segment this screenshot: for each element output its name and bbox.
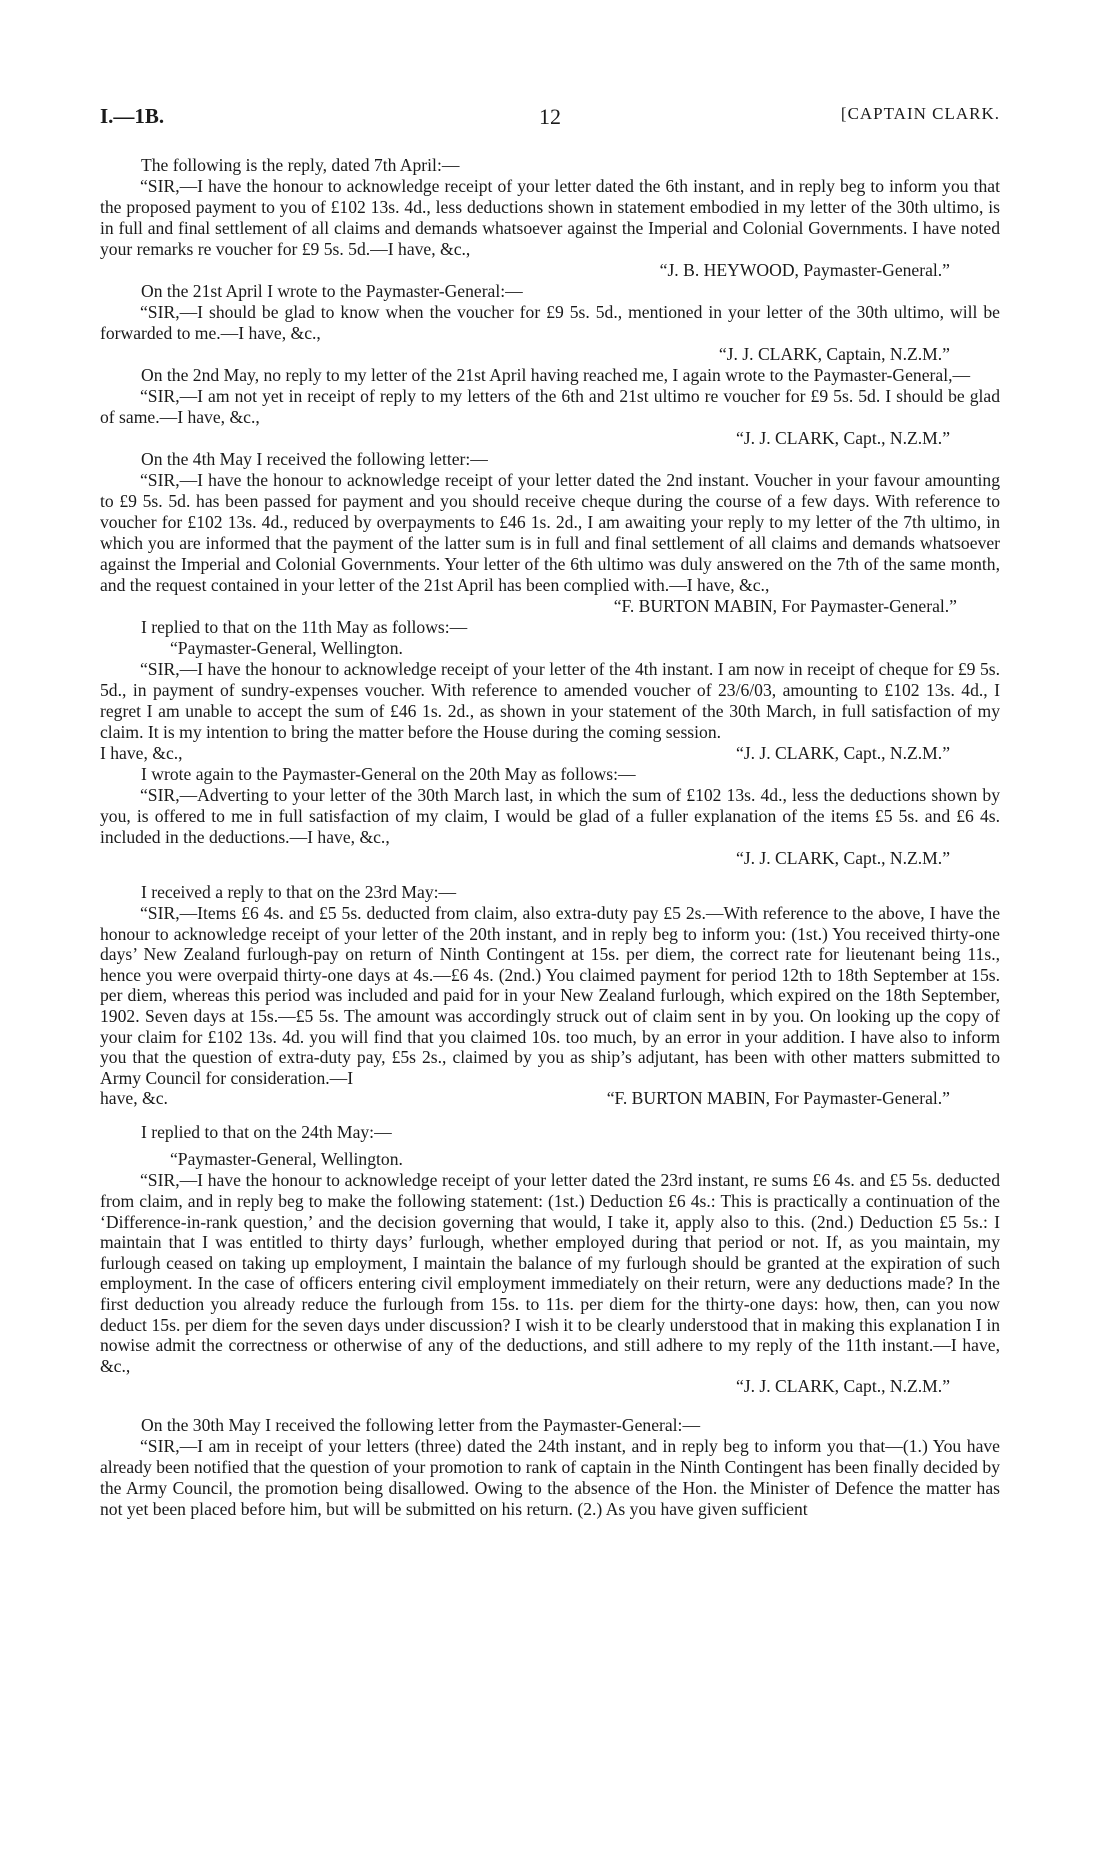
quoted-letter: “SIR,—I am not yet in receipt of reply to my letters of the 6th and 21st ultimo re voucher for £9 5s. 5d. I should be glad of same.—I have, &c., <box>100 386 1000 427</box>
signature: “J. B. HEYWOOD, Paymaster-General.” <box>659 260 950 280</box>
letter-address: “Paymaster-General, Wellington. <box>170 1149 403 1170</box>
spacer <box>100 1109 1000 1122</box>
spacer <box>100 869 1000 882</box>
closing-salutation: I have, &c., <box>100 743 183 763</box>
signature: “F. BURTON MABIN, For Paymaster-General.” <box>606 1088 950 1109</box>
running-head: [CAPTAIN CLARK. <box>840 104 1000 123</box>
paragraph: On the 21st April I wrote to the Paymaster-General:— <box>141 281 523 301</box>
paragraph: On the 30th May I received the following letter from the Paymaster-General:— <box>141 1415 701 1436</box>
letter-address: “Paymaster-General, Wellington. <box>170 638 403 658</box>
paragraph: I replied to that on the 24th May:— <box>141 1122 392 1143</box>
quoted-letter: “SIR,—I have the honour to acknowledge receipt of your letter dated the 23rd instant, re sums £6 4s. and £5 5s. deducted from claim, and in reply beg to make the following statement: (1st.) Deduction £6 4s.: This is practically a continuation of the ‘Difference-in-rank question,’ and the decision governing that would, I take it, apply also to this. (2nd.) Deduction £5 5s.: I maintain that I was entitled to thirty days’ furlough, whether employed during that period or not. If, as you maintain, my furlough ceased on taking up employment, I maintain the balance of my furlough should be granted at the expiration of such employment. In the case of officers entering civil employment immediately on their return, were any deductions made? In the first deduction you already reduce the furlough from 15s. to 11s. per diem for the thirty-one days: how, then, can you now deduct 15s. per diem for the seven days under discussion? I wish it to be clearly understood that in making this explanation I in nowise admit the correctness or otherwise of any of the deductions, and still adhere to my reply of the 11th instant.—I have, &c., <box>100 1170 1000 1376</box>
closing-salutation: have, &c. <box>100 1088 168 1109</box>
paragraph: I received a reply to that on the 23rd May:— <box>141 882 457 902</box>
signature: “F. BURTON MABIN, For Paymaster-General.” <box>613 596 957 616</box>
quoted-letter: “SIR,—I am in receipt of your letters (three) dated the 24th instant, and in reply beg to inform you that—(1.) You have already been notified that the question of your promotion to rank of captain in the Ninth Contingent has been finally decided by the Army Council, the promotion being disallowed. Owing to the absence of the Hon. the Minister of Defence the matter has not yet been placed before him, but will be submitted on his return. (2.) As you have given sufficient <box>100 1436 1000 1520</box>
signature: “J. J. CLARK, Capt., N.Z.M.” <box>735 848 950 868</box>
quoted-letter: “SIR,—I have the honour to acknowledge receipt of your letter dated the 6th instant, and in reply beg to inform you that the proposed payment to you of £102 13s. 4d., less deductions shown in statement embodied in my letter of the 30th ultimo, is in full and final settlement of all claims and demands whatsoever against the Imperial and Colonial Governments. I have noted your remarks re voucher for £9 5s. 5d.—I have, &c., <box>100 176 1000 259</box>
page-header <box>100 104 1000 134</box>
paragraph: On the 4th May I received the following letter:— <box>141 449 488 469</box>
signature: “J. J. CLARK, Capt., N.Z.M.” <box>735 428 950 448</box>
quoted-letter: “SIR,—I have the honour to acknowledge receipt of your letter dated the 2nd instant. Voucher in your favour amounting to £9 5s. 5d. has been passed for payment and you should receive cheque during the course of a few days. With reference to voucher for £102 13s. 4d., reduced by overpayments to £46 1s. 2d., I am awaiting your reply to my letter of the 7th ultimo, in which you are informed that the payment of the latter sum is in full and final settlement of all claims and demands whatsoever against the Imperial and Colonial Governments. Your letter of the 6th ultimo was duly answered on the 7th of the same month, and the request contained in your letter of the 21st April has been complied with.—I have, &c., <box>100 470 1000 595</box>
signature: “J. J. CLARK, Capt., N.Z.M.” <box>735 1376 950 1397</box>
paragraph: I wrote again to the Paymaster-General on the 20th May as follows:— <box>141 764 636 784</box>
quoted-letter: “SIR,—I should be glad to know when the voucher for £9 5s. 5d., mentioned in your letter of the 30th ultimo, will be forwarded to me.—I have, &c., <box>100 302 1000 343</box>
closing-line <box>100 1088 1000 1109</box>
parliamentary-paper-reference: I.—1B. <box>100 104 165 128</box>
paragraph: On the 2nd May, no reply to my letter of the 21st April having reached me, I again wrote to the Paymaster-General,— <box>141 365 971 385</box>
signature: “J. J. CLARK, Captain, N.Z.M.” <box>718 344 950 364</box>
signature: “J. J. CLARK, Capt., N.Z.M.” <box>735 743 950 763</box>
paragraph: The following is the reply, dated 7th April:— <box>141 155 460 175</box>
paragraph: I replied to that on the 11th May as follows:— <box>141 617 468 637</box>
page-number: 12 <box>539 104 561 129</box>
quoted-letter: “SIR,—Items £6 4s. and £5 5s. deducted from claim, also extra-duty pay £5 2s.—With reference to the above, I have the honour to acknowledge receipt of your letter of the 20th instant, and in reply beg to inform you: (1st.) You received thirty-one days’ New Zealand furlough-pay on return of Ninth Contingent at 15s. per diem, the correct rate for lieutenant being 11s., hence you were overpaid thirty-one days at 4s.—£6 4s. (2nd.) You claimed payment for period 12th to 18th September at 15s. per diem, whereas this period was included and paid for in your New Zealand furlough, which expired on the 18th September, 1902. Seven days at 15s.—£5 5s. The amount was accordingly struck out of claim sent in by you. On looking up the copy of your claim for £102 13s. 4d. you will find that you claimed 10s. too much, by an error in your addition. I have also to inform you that the question of extra-duty pay, £5s 2s., claimed by you as ship’s adjutant, has been with other matters submitted to Army Council for consideration.—I <box>100 903 1000 1088</box>
spacer <box>100 1397 1000 1415</box>
document-body <box>100 155 1000 1520</box>
quoted-letter: “SIR,—Adverting to your letter of the 30th March last, in which the sum of £102 13s. 4d., less the deductions shown by you, is offered to me in full satisfaction of my claim, I would be glad of a fuller explanation of the items £5 5s. and £6 4s. included in the deductions.—I have, &c., <box>100 785 1000 847</box>
closing-line <box>100 743 1000 764</box>
quoted-letter: “SIR,—I have the honour to acknowledge receipt of your letter of the 4th instant. I am now in receipt of cheque for £9 5s. 5d., in payment of sundry-expenses voucher. With reference to amended voucher of 23/6/03, amounting to £102 13s. 4d., I regret I am unable to accept the sum of £46 1s. 2d., as shown in your statement of the 30th March, in full satisfaction of my claim. It is my intention to bring the matter before the House during the coming session. <box>100 659 1000 742</box>
